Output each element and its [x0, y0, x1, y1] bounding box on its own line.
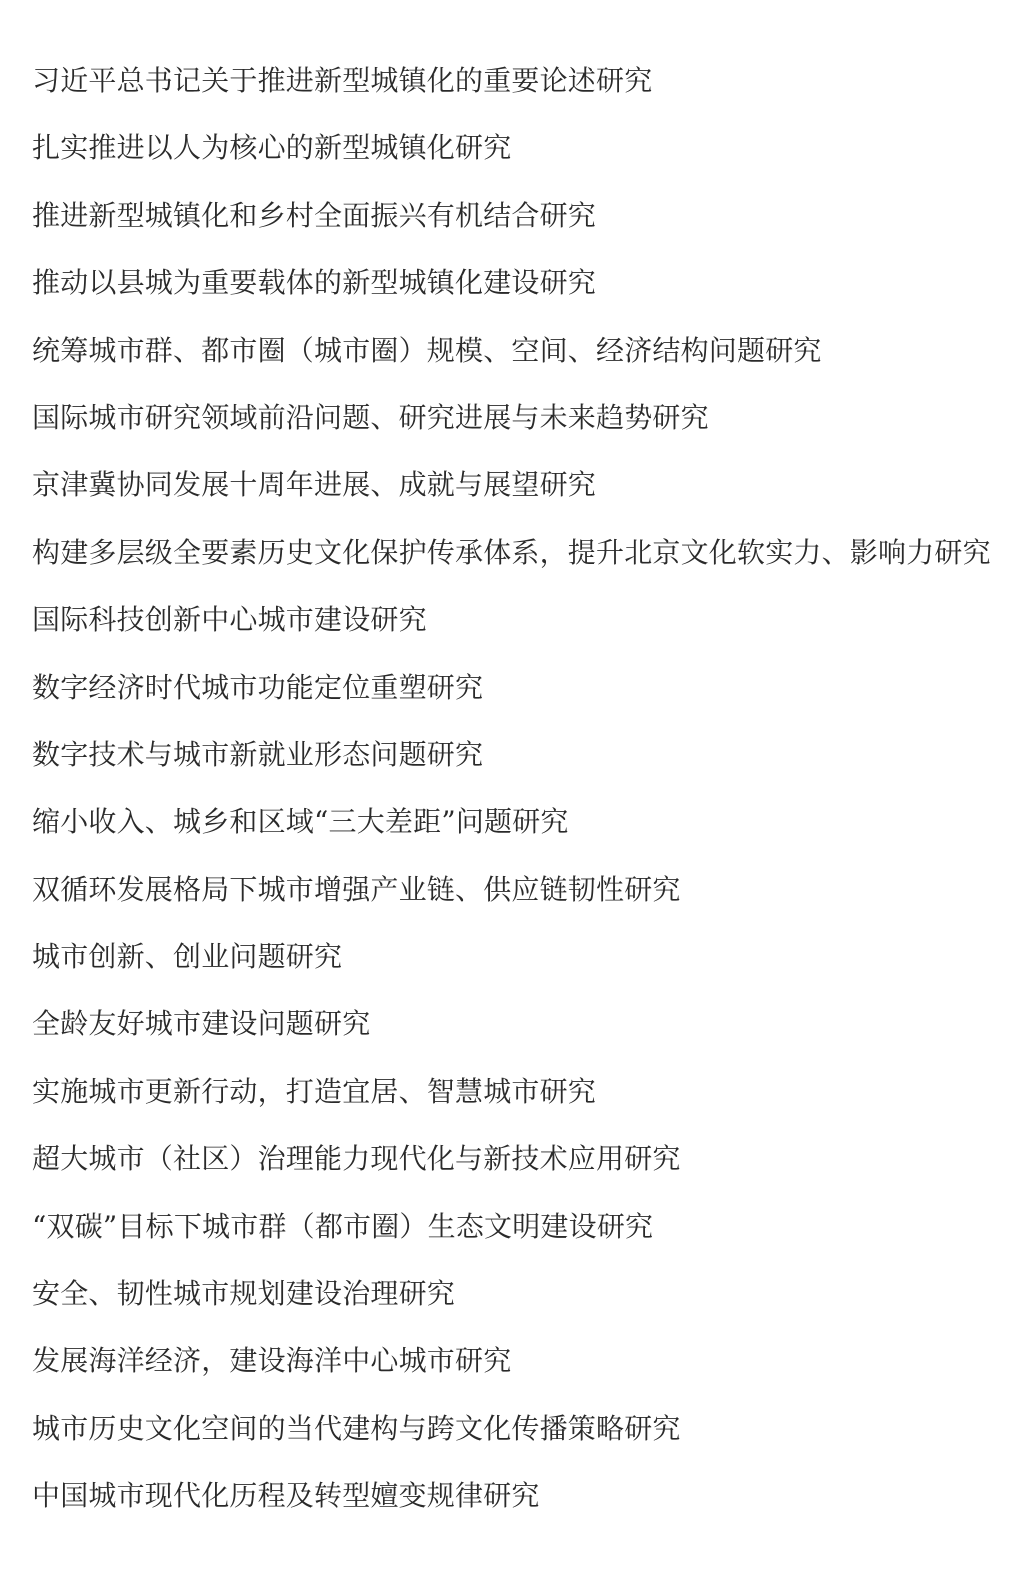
topic-item: 构建多层级全要素历史文化保护传承体系，提升北京文化软实力、影响力研究	[32, 535, 991, 569]
topic-item: 实施城市更新行动，打造宜居、智慧城市研究	[32, 1074, 597, 1108]
topic-item: 超大城市（社区）治理能力现代化与新技术应用研究	[32, 1142, 681, 1176]
topic-item: 数字经济时代城市功能定位重塑研究	[32, 670, 484, 704]
topic-item: 京津冀协同发展十周年进展、成就与展望研究	[32, 468, 597, 502]
topic-item: 全龄友好城市建设问题研究	[32, 1007, 371, 1041]
topic-item: “双碳”目标下城市群（都市圈）生态文明建设研究	[32, 1209, 654, 1243]
topic-item: 统筹城市群、都市圈（城市圈）规模、空间、经济结构问题研究	[32, 333, 822, 367]
topic-item: 推动以县城为重要载体的新型城镇化建设研究	[32, 266, 597, 300]
topic-item: 城市创新、创业问题研究	[32, 940, 343, 974]
topic-item: 扎实推进以人为核心的新型城镇化研究	[32, 131, 512, 165]
topic-item: 国际城市研究领域前沿问题、研究进展与未来趋势研究	[32, 400, 709, 434]
topic-item: 双循环发展格局下城市增强产业链、供应链韧性研究	[32, 872, 681, 906]
topic-item: 习近平总书记关于推进新型城镇化的重要论述研究	[32, 64, 653, 97]
topic-item: 国际科技创新中心城市建设研究	[32, 603, 427, 637]
topic-item: 中国城市现代化历程及转型嬗变规律研究	[32, 1479, 540, 1513]
research-topic-list	[32, 58, 1022, 1541]
topic-item: 发展海洋经济，建设海洋中心城市研究	[32, 1344, 512, 1378]
topic-item: 推进新型城镇化和乡村全面振兴有机结合研究	[32, 198, 597, 232]
topic-item: 缩小收入、城乡和区域“三大差距”问题研究	[32, 805, 569, 839]
topic-item: 数字技术与城市新就业形态问题研究	[32, 737, 484, 771]
topic-item: 城市历史文化空间的当代建构与跨文化传播策略研究	[32, 1411, 681, 1445]
topic-item: 安全、韧性城市规划建设治理研究	[32, 1277, 456, 1311]
